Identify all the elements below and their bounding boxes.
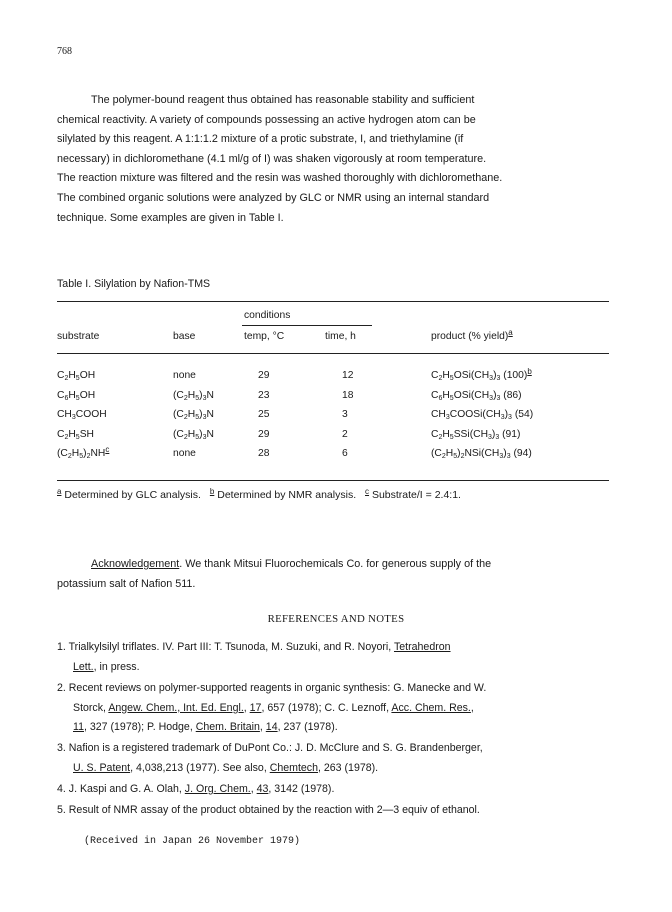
cell-temp: 29: [258, 428, 270, 440]
paragraph-line: The combined organic solutions were analyzed by GLC or NMR using an internal standard: [57, 191, 490, 204]
text-run: (C: [431, 448, 442, 459]
text-run: C: [57, 389, 65, 401]
acknowledgement-line: potassium salt of Nafion 511.: [57, 578, 196, 590]
reference-line: [57, 658, 632, 678]
footnote-mark: b: [209, 487, 215, 496]
cell-temp: 25: [258, 409, 270, 420]
text-run: H: [187, 409, 196, 420]
text-run: none: [173, 370, 196, 381]
reference-line: [57, 759, 632, 779]
subscript: 3: [489, 375, 494, 382]
subscript: 3: [499, 453, 504, 460]
footnote-mark: b: [527, 367, 532, 376]
text-run: , 3142 (1978).: [268, 783, 335, 795]
subscript: 5: [449, 375, 454, 382]
text-run: 2. Recent reviews on polymer-supported reagents in organic synthesis: G. Manecke and W.: [57, 682, 487, 694]
text-run: , 657 (1978); C. C. Leznoff,: [261, 701, 392, 714]
subscript: 2: [64, 375, 69, 382]
acknowledgement: [57, 554, 627, 594]
text-run: (100): [500, 370, 528, 381]
text-run: ,: [243, 701, 250, 714]
text-run: NSi(CH: [464, 448, 500, 459]
text-run: ): [199, 409, 203, 420]
text-run: ,: [470, 701, 474, 714]
text-run: H: [187, 389, 196, 401]
cell-substrate: [57, 445, 110, 460]
cell-time: 2: [342, 428, 348, 440]
table-top-rule: [57, 301, 609, 302]
text-run: , 237 (1978).: [277, 721, 338, 734]
subscript: 5: [79, 453, 84, 460]
reference-line: [57, 718, 632, 738]
text-run: (54): [511, 409, 534, 420]
header-conditions: conditions: [244, 310, 291, 321]
subscript: 2: [441, 453, 446, 460]
text-run: H: [68, 370, 76, 381]
text-run: (C: [173, 428, 184, 440]
text-run: ): [491, 428, 496, 440]
subscript: 2: [86, 453, 91, 460]
cell-temp: 29: [258, 370, 270, 381]
underlined-text: 17: [249, 701, 262, 714]
subscript: 3: [445, 414, 450, 421]
footnote-mark: c: [105, 445, 110, 454]
header-product: [431, 328, 513, 342]
table-header-rule: [57, 353, 609, 354]
table-footnotes: [57, 489, 467, 501]
text-run: ): [493, 370, 497, 381]
text-run: H: [442, 428, 450, 440]
subscript: 6: [438, 394, 443, 402]
reference-item: [57, 739, 632, 778]
text-run: ): [457, 448, 461, 459]
text-run: H: [442, 389, 450, 401]
text-run: (86): [500, 389, 522, 401]
text-run: H: [187, 428, 196, 440]
reference-line: [57, 801, 632, 821]
subscript: 5: [449, 394, 454, 402]
underlined-text: Chem. Britain: [195, 721, 260, 734]
footnote-text: Substrate/I = 2.4:1.: [369, 489, 461, 501]
conditions-rule: [242, 325, 372, 326]
footnote-mark: c: [365, 487, 370, 496]
subscript: 2: [183, 414, 188, 421]
subscript: 5: [75, 375, 80, 382]
cell-product: [431, 390, 522, 401]
text-run: 1. Trialkylsilyl triflates. IV. Part III: T. Tsunoda, M. Suzuki, and R. Noyori,: [57, 641, 394, 653]
cell-time: 6: [342, 448, 348, 459]
subscript: 5: [453, 453, 458, 460]
reference-line: [57, 638, 632, 658]
paragraph-line: The reaction mixture was filtered and the resin was washed thoroughly with dichloromethane.: [57, 172, 503, 185]
subscript: 2: [460, 453, 465, 460]
text-run: , 327 (1978); P. Hodge,: [84, 721, 196, 734]
text-run: 4. J. Kaspi and G. A. Olah,: [57, 783, 185, 795]
subscript: 5: [195, 433, 200, 441]
subscript: 3: [500, 414, 505, 421]
subscript: 3: [496, 394, 501, 402]
cell-product: [431, 448, 532, 459]
text-run: , 4,038,213 (1977). See also,: [130, 761, 270, 774]
cell-base: [173, 390, 214, 401]
header-substrate: substrate: [57, 331, 100, 342]
underlined-text: Angew. Chem., Int. Ed. Engl.: [108, 701, 244, 714]
subscript: 5: [195, 394, 200, 402]
reference-line: [57, 780, 632, 800]
underlined-text: Tetrahedron: [393, 641, 451, 653]
cell-substrate: [57, 370, 95, 381]
acknowledgement-heading: Acknowledgement: [91, 558, 180, 570]
cell-product: [431, 429, 520, 440]
text-run: ,: [259, 721, 266, 734]
reference-item: [57, 638, 632, 677]
reference-line: [57, 679, 632, 699]
text-run: , in press.: [93, 660, 140, 673]
text-run: ,: [250, 783, 257, 795]
text-run: (91): [499, 428, 521, 440]
subscript: 2: [438, 375, 443, 382]
text-run: ): [199, 389, 203, 401]
subscript: 5: [449, 433, 454, 441]
cell-base: [173, 370, 196, 381]
acknowledgement-line: [57, 554, 627, 574]
underlined-text: 14: [265, 721, 278, 734]
body-paragraph: [57, 91, 627, 228]
text-run: H: [442, 370, 450, 381]
paragraph-line: technique. Some examples are given in Table I.: [57, 211, 284, 224]
table-bottom-rule: [57, 480, 609, 481]
text-run: (C: [57, 448, 68, 459]
text-run: H: [68, 389, 76, 401]
subscript: 2: [183, 394, 188, 402]
cell-time: 12: [342, 370, 354, 381]
subscript: 5: [75, 433, 80, 441]
subscript: 3: [202, 414, 207, 421]
subscript: 3: [496, 375, 501, 382]
cell-substrate: [57, 390, 95, 401]
cell-substrate: [57, 409, 107, 420]
text-run: OSi(CH: [453, 389, 490, 401]
footnote-text: Determined by GLC analysis.: [61, 489, 201, 501]
reference-line: [57, 739, 632, 759]
text-run: 3. Nafion is a registered trademark of DuPont Co.: J. D. McClure and S. G. Brandenberger,: [57, 742, 483, 754]
subscript: 2: [64, 433, 69, 441]
text-run: SH: [79, 428, 94, 440]
text-run: OH: [79, 389, 96, 401]
paragraph-line: silylated by this reagent. A 1:1:1.2 mixture of a protic substrate, I, and triethylamine (if: [57, 133, 464, 146]
footnote-c: [365, 489, 461, 501]
text-run: COOSi(CH: [449, 409, 501, 420]
table-caption: Table I. Silylation by Nafion-TMS: [57, 278, 211, 290]
subscript: 6: [64, 394, 69, 402]
underlined-text: Chemtech: [269, 761, 319, 774]
text-run: ): [83, 448, 87, 459]
text-run: OSi(CH: [453, 370, 490, 381]
text-run: (94): [510, 448, 532, 459]
subscript: 5: [195, 414, 200, 421]
subscript: 3: [202, 394, 207, 402]
text-run: ): [503, 448, 507, 459]
cell-temp: 23: [258, 389, 270, 401]
footnote-mark: a: [508, 328, 513, 337]
text-run: ): [199, 428, 203, 440]
text-run: CH: [57, 409, 72, 420]
text-run: SSi(CH: [453, 428, 489, 440]
subscript: 2: [438, 433, 443, 441]
reference-item: [57, 679, 632, 738]
page-number: 768: [57, 46, 72, 57]
text-run: C: [431, 428, 439, 440]
text-run: C: [431, 389, 439, 401]
cell-product: [431, 367, 532, 382]
cell-time: 3: [342, 409, 348, 420]
text-run: Storck,: [73, 701, 109, 714]
subscript: 2: [67, 453, 72, 460]
subscript: 3: [506, 453, 511, 460]
cell-product: [431, 409, 533, 420]
footnote-a: [57, 489, 201, 501]
paragraph-line: chemical reactivity. A variety of compounds possessing an active hydrogen atom can be: [57, 113, 476, 126]
references-title: REFERENCES AND NOTES: [267, 613, 405, 625]
cell-time: 18: [342, 389, 354, 401]
underlined-text: J. Org. Chem.: [184, 783, 251, 795]
text-run: ): [504, 409, 509, 420]
text-run: N: [206, 389, 214, 401]
text-run: 5. Result of NMR assay of the product obtained by the reaction with 2—3 equiv of ethanol.: [57, 804, 480, 816]
received-date: (Received in Japan 26 November 1979): [84, 836, 301, 847]
text-run: C: [57, 428, 65, 440]
text-run: (C: [173, 409, 184, 420]
subscript: 3: [202, 433, 207, 441]
reference-item: [57, 780, 632, 800]
reference-line: [57, 699, 632, 719]
underlined-text: U. S. Patent: [73, 761, 131, 774]
text-run: , 263 (1978).: [318, 761, 379, 774]
subscript: 2: [183, 433, 188, 441]
paragraph-line: necessary) in dichloromethane (4.1 ml/g of I) was shaken vigorously at room temperature.: [57, 152, 487, 165]
subscript: 5: [75, 394, 80, 402]
subscript: 3: [488, 433, 492, 441]
subscript: 3: [489, 394, 494, 402]
underlined-text: 11: [73, 721, 84, 734]
text-run: N: [206, 409, 214, 420]
text-run: NH: [90, 448, 106, 459]
cell-substrate: [57, 429, 94, 440]
header-temp: temp, °C: [244, 331, 285, 342]
text-run: H: [71, 448, 80, 459]
text-run: C: [57, 370, 65, 381]
reference-item: [57, 801, 632, 821]
acknowledgement-text: . We thank Mitsui Fluorochemicals Co. for generous supply of the: [179, 558, 492, 570]
underlined-text: Acc. Chem. Res.: [391, 701, 471, 714]
cell-base: [173, 448, 196, 459]
footnote-b: [210, 489, 356, 501]
underlined-text: Lett.: [73, 660, 94, 673]
subscript: 3: [71, 414, 76, 421]
text-run: OH: [79, 370, 96, 381]
text-run: none: [173, 448, 196, 459]
underlined-text: 43: [256, 783, 269, 795]
text-run: C: [431, 370, 439, 381]
text-run: H: [68, 428, 76, 440]
text-run: CH: [431, 409, 446, 420]
text-run: ): [493, 389, 497, 401]
text-run: (C: [173, 389, 184, 401]
header-product-label: product (% yield): [431, 331, 509, 342]
cell-temp: 28: [258, 448, 270, 459]
header-time: time, h: [325, 331, 356, 342]
text-run: N: [206, 428, 214, 440]
header-base: base: [173, 331, 196, 342]
subscript: 3: [495, 433, 500, 441]
footnote-text: Determined by NMR analysis.: [214, 489, 357, 501]
text-run: COOH: [75, 409, 107, 420]
subscript: 3: [508, 414, 512, 421]
paragraph-line: The polymer-bound reagent thus obtained has reasonable stability and sufficient: [91, 94, 475, 106]
text-run: H: [445, 448, 454, 459]
cell-base: [173, 429, 214, 440]
footnote-mark: a: [57, 487, 62, 496]
cell-base: [173, 409, 214, 420]
